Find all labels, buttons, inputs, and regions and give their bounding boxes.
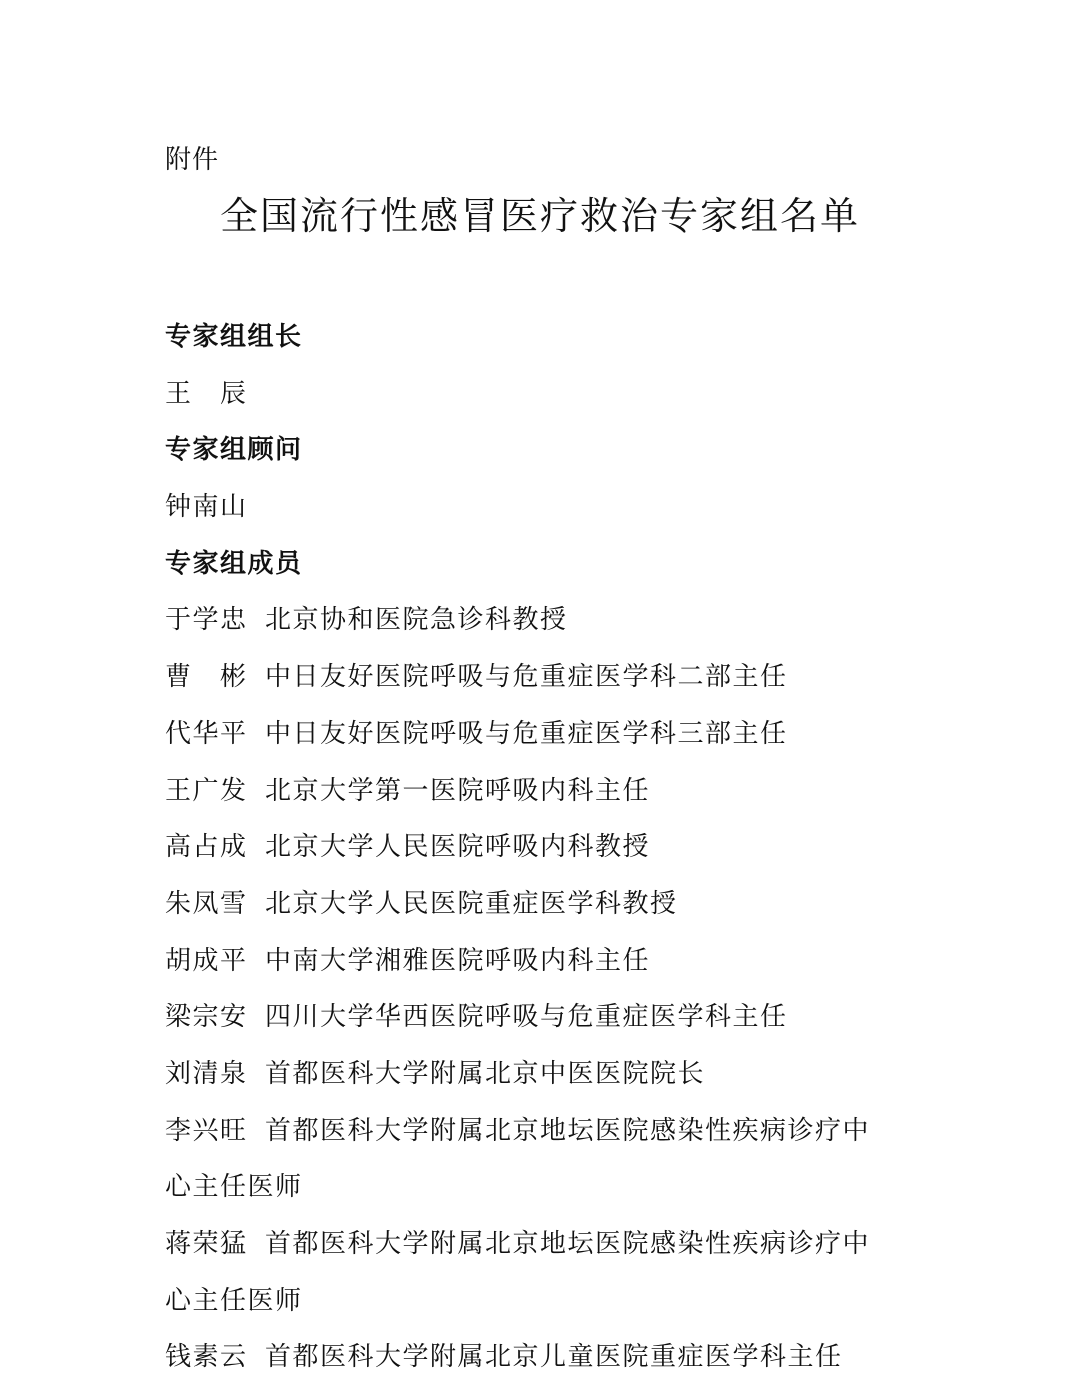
member-name: 梁宗安: [165, 1002, 248, 1033]
member-name: 钱素云: [165, 1342, 248, 1373]
member-name: 代华平: [165, 718, 248, 749]
member-role: 北京大学人民医院重症医学科教授: [265, 888, 678, 919]
member-role: 北京协和医院急诊科教授: [265, 605, 568, 636]
member-name: 朱凤雪: [165, 888, 248, 919]
member-row: [165, 706, 965, 763]
member-name: 王广发: [165, 775, 248, 806]
member-row: [165, 819, 965, 876]
member-row: [165, 1216, 965, 1273]
member-role: 中日友好医院呼吸与危重症医学科二部主任: [265, 662, 788, 693]
member-role-continuation: 心主任医师: [165, 1285, 303, 1316]
member-row: [165, 1103, 965, 1160]
leader-name: 王 辰: [165, 378, 248, 409]
member-name: 李兴旺: [165, 1115, 248, 1146]
leader-heading: 专家组组长: [165, 322, 303, 352]
member-role: 首都医科大学附属北京中医医院院长: [265, 1058, 706, 1089]
member-name: 刘清泉: [165, 1058, 248, 1089]
member-row: [165, 592, 965, 649]
attachment-label: 附件: [165, 145, 220, 175]
advisor-name: 钟南山: [165, 492, 248, 523]
member-role: 中南大学湘雅医院呼吸内科主任: [265, 945, 651, 976]
members-heading: 专家组成员: [165, 548, 303, 579]
member-role: 首都医科大学附属北京地坛医院感染性疾病诊疗中: [265, 1229, 871, 1259]
expert-list: [165, 309, 965, 1386]
member-row: [165, 989, 965, 1046]
member-name: 于学忠: [165, 605, 248, 636]
document-title: 全国流行性感冒医疗救治专家组名单: [219, 194, 860, 238]
member-row: [165, 763, 965, 820]
member-name: 高占成: [165, 832, 248, 863]
member-role-continuation: 心主任医师: [165, 1172, 303, 1203]
member-row: [165, 1046, 965, 1103]
member-name: 蒋荣猛: [165, 1229, 248, 1259]
member-name: 曹 彬: [165, 662, 248, 693]
member-role: 北京大学人民医院呼吸内科教授: [265, 832, 651, 863]
member-role: 北京大学第一医院呼吸内科主任: [265, 775, 651, 806]
member-role: 四川大学华西医院呼吸与危重症医学科主任: [265, 1002, 788, 1033]
advisor-heading: 专家组顾问: [165, 435, 303, 466]
member-row: [165, 876, 965, 933]
member-role: 首都医科大学附属北京儿童医院重症医学科主任: [265, 1342, 843, 1373]
member-row: [165, 1329, 965, 1386]
member-role: 首都医科大学附属北京地坛医院感染性疾病诊疗中: [265, 1115, 871, 1146]
member-row: [165, 649, 965, 706]
member-name: 胡成平: [165, 945, 248, 976]
member-role: 中日友好医院呼吸与危重症医学科三部主任: [265, 718, 788, 749]
member-row: [165, 933, 965, 990]
